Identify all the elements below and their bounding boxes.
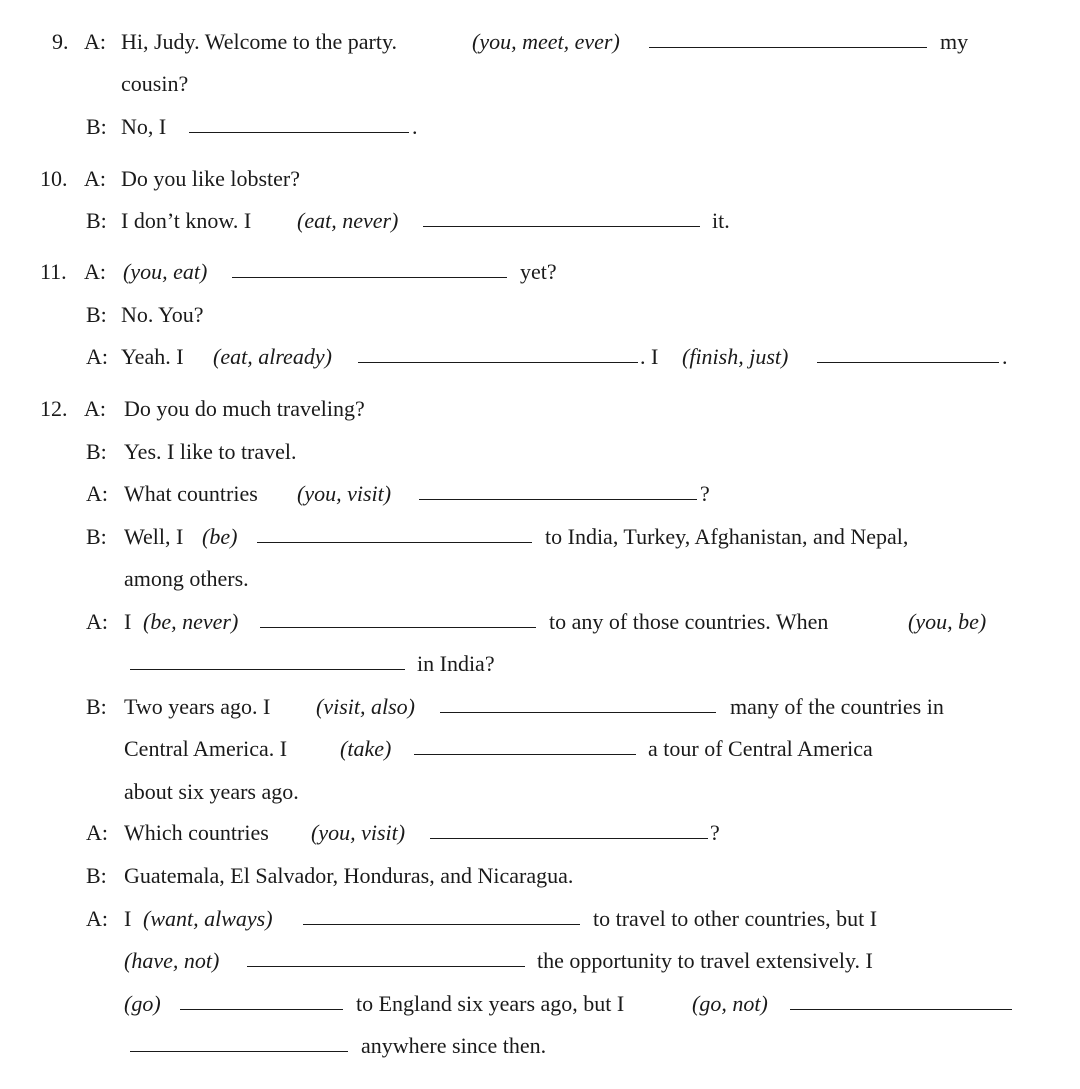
- verb-cue: (eat, already): [213, 344, 332, 369]
- dialogue-text: cousin?: [121, 71, 189, 96]
- speaker-label: A:: [86, 906, 108, 931]
- verb-cue: (go): [124, 991, 161, 1016]
- verb-cue: (take): [340, 736, 392, 761]
- verb-cue: (have, not): [124, 948, 220, 973]
- verb-cue: (you, eat): [123, 259, 208, 284]
- speaker-label: A:: [84, 396, 106, 421]
- verb-cue: (be, never): [143, 609, 239, 634]
- answer-blank[interactable]: [423, 226, 700, 227]
- dialogue-text: many of the countries in: [730, 694, 944, 719]
- dialogue-text: among others.: [124, 566, 249, 591]
- dialogue-text: I: [124, 609, 132, 634]
- verb-cue: (want, always): [143, 906, 273, 931]
- verb-cue: (you, be): [908, 609, 987, 634]
- answer-blank[interactable]: [303, 924, 580, 925]
- answer-blank[interactable]: [130, 669, 405, 670]
- speaker-label: B:: [86, 439, 107, 464]
- speaker-label: B:: [86, 694, 107, 719]
- speaker-label: B:: [86, 208, 107, 233]
- punctuation: .: [1002, 344, 1008, 369]
- dialogue-text: Well, I: [124, 524, 184, 549]
- answer-blank[interactable]: [189, 132, 409, 133]
- dialogue-text: about six years ago.: [124, 779, 299, 804]
- speaker-label: A:: [86, 344, 108, 369]
- dialogue-text: a tour of Central America: [648, 736, 873, 761]
- answer-blank[interactable]: [180, 1009, 343, 1010]
- dialogue-text: Do you do much traveling?: [124, 396, 365, 421]
- answer-blank[interactable]: [358, 362, 638, 363]
- dialogue-text: No. You?: [121, 302, 204, 327]
- dialogue-text: I: [124, 906, 132, 931]
- dialogue-text: the opportunity to travel extensively. I: [537, 948, 873, 973]
- item-number: 9.: [52, 29, 69, 54]
- dialogue-text: Guatemala, El Salvador, Honduras, and Nicaragua.: [124, 863, 574, 888]
- answer-blank[interactable]: [790, 1009, 1012, 1010]
- dialogue-text: Yes. I like to travel.: [124, 439, 297, 464]
- answer-blank[interactable]: [817, 362, 999, 363]
- verb-cue: (finish, just): [682, 344, 789, 369]
- answer-blank[interactable]: [649, 47, 927, 48]
- punctuation: ?: [710, 820, 720, 845]
- dialogue-text: my: [940, 29, 969, 54]
- dialogue-text: What countries: [124, 481, 258, 506]
- verb-cue: (eat, never): [297, 208, 399, 233]
- speaker-label: B:: [86, 863, 107, 888]
- dialogue-text: in India?: [417, 651, 495, 676]
- answer-blank[interactable]: [419, 499, 697, 500]
- dialogue-text: to England six years ago, but I: [356, 991, 625, 1016]
- answer-blank[interactable]: [260, 627, 536, 628]
- dialogue-text: No, I: [121, 114, 167, 139]
- dialogue-text: to any of those countries. When: [549, 609, 829, 634]
- dialogue-text: yet?: [520, 259, 557, 284]
- verb-cue: (you, meet, ever): [472, 29, 620, 54]
- punctuation: ?: [700, 481, 710, 506]
- answer-blank[interactable]: [232, 277, 507, 278]
- item-number: 12.: [40, 396, 68, 421]
- dialogue-text: anywhere since then.: [361, 1033, 547, 1058]
- verb-cue: (you, visit): [297, 481, 392, 506]
- speaker-label: A:: [84, 259, 106, 284]
- dialogue-text: it.: [712, 208, 730, 233]
- dialogue-text: Central America. I: [124, 736, 288, 761]
- dialogue-text: Do you like lobster?: [121, 166, 301, 191]
- answer-blank[interactable]: [257, 542, 532, 543]
- dialogue-text: to India, Turkey, Afghanistan, and Nepal,: [545, 524, 909, 549]
- verb-cue: (be): [202, 524, 238, 549]
- answer-blank[interactable]: [430, 838, 708, 839]
- verb-cue: (visit, also): [316, 694, 415, 719]
- dialogue-text: Yeah. I: [121, 344, 184, 369]
- dialogue-text: . I: [640, 344, 659, 369]
- verb-cue: (go, not): [692, 991, 768, 1016]
- item-number: 11.: [40, 259, 67, 284]
- speaker-label: A:: [86, 609, 108, 634]
- answer-blank[interactable]: [247, 966, 525, 967]
- speaker-label: A:: [84, 166, 106, 191]
- dialogue-text: to travel to other countries, but I: [593, 906, 878, 931]
- speaker-label: B:: [86, 114, 107, 139]
- item-number: 10.: [40, 166, 68, 191]
- speaker-label: A:: [86, 820, 108, 845]
- answer-blank[interactable]: [414, 754, 636, 755]
- speaker-label: A:: [86, 481, 108, 506]
- answer-blank[interactable]: [130, 1051, 348, 1052]
- dialogue-text: Which countries: [124, 820, 269, 845]
- answer-blank[interactable]: [440, 712, 716, 713]
- speaker-label: B:: [86, 302, 107, 327]
- speaker-label: B:: [86, 524, 107, 549]
- dialogue-text: I don’t know. I: [121, 208, 252, 233]
- dialogue-text: Two years ago. I: [124, 694, 271, 719]
- dialogue-text: Hi, Judy. Welcome to the party.: [121, 29, 398, 54]
- verb-cue: (you, visit): [311, 820, 406, 845]
- speaker-label: A:: [84, 29, 106, 54]
- punctuation: .: [412, 114, 418, 139]
